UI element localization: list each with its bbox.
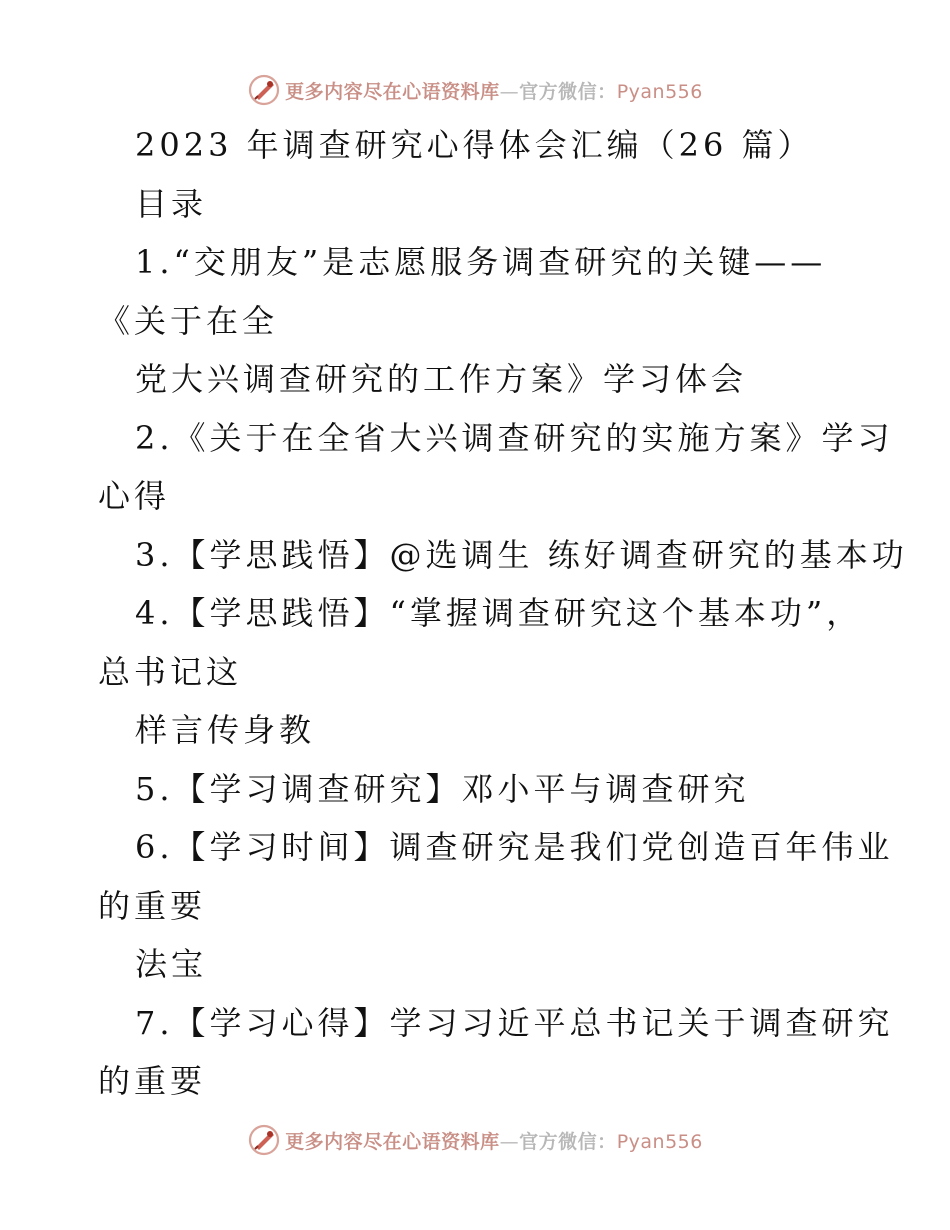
toc-line: 法宝 <box>135 945 208 983</box>
watermark-slogan: 更多内容尽在心语资料库 <box>285 1130 500 1153</box>
toc-line: 5.【学习调查研究】邓小平与调查研究 <box>135 769 750 808</box>
toc-line: 的重要 <box>98 1062 207 1100</box>
toc-line: 总书记这 <box>98 652 243 691</box>
toc-line: 4.【学思践悟】“掌握调查研究这个基本功”， <box>135 594 863 632</box>
toc-line: 《关于在全 <box>98 301 279 340</box>
watermark-separator: — <box>499 1130 520 1153</box>
footer-watermark <box>0 1120 950 1160</box>
quill-logo-icon <box>247 1123 281 1157</box>
toc-line: 7.【学习心得】学习习近平总书记关于调查研究 <box>135 1003 894 1042</box>
header-watermark <box>0 70 950 110</box>
watermark-separator: — <box>499 80 520 103</box>
toc-line: 2.《关于在全省大兴调查研究的实施方案》学习 <box>135 418 894 457</box>
toc-line: 6.【学习时间】调查研究是我们党创造百年伟业 <box>135 828 894 866</box>
watermark-wechat-label: 官方微信： <box>519 80 617 103</box>
toc-heading: 目录 <box>135 184 208 223</box>
toc-line: 3.【学思践悟】@选调生 练好调查研究的基本功 <box>135 535 908 574</box>
quill-logo-icon <box>247 73 281 107</box>
toc-line: 的重要 <box>98 886 207 925</box>
document-title: 2023 年调查研究心得体会汇编（26 篇） <box>135 126 814 164</box>
watermark-wechat-id: Pyan556 <box>616 1130 703 1153</box>
watermark-wechat-id: Pyan556 <box>616 80 703 103</box>
watermark-slogan: 更多内容尽在心语资料库 <box>285 80 500 103</box>
watermark-text <box>285 77 703 104</box>
toc-line: 心得 <box>98 477 171 515</box>
watermark-text <box>285 1127 703 1154</box>
toc-line: 1.“交朋友”是志愿服务调查研究的关键—— <box>135 243 827 281</box>
watermark-wechat-label: 官方微信： <box>519 1130 617 1153</box>
toc-line: 样言传身教 <box>135 711 316 749</box>
document-body <box>0 116 950 1111</box>
toc-line: 党大兴调查研究的工作方案》学习体会 <box>135 360 748 398</box>
